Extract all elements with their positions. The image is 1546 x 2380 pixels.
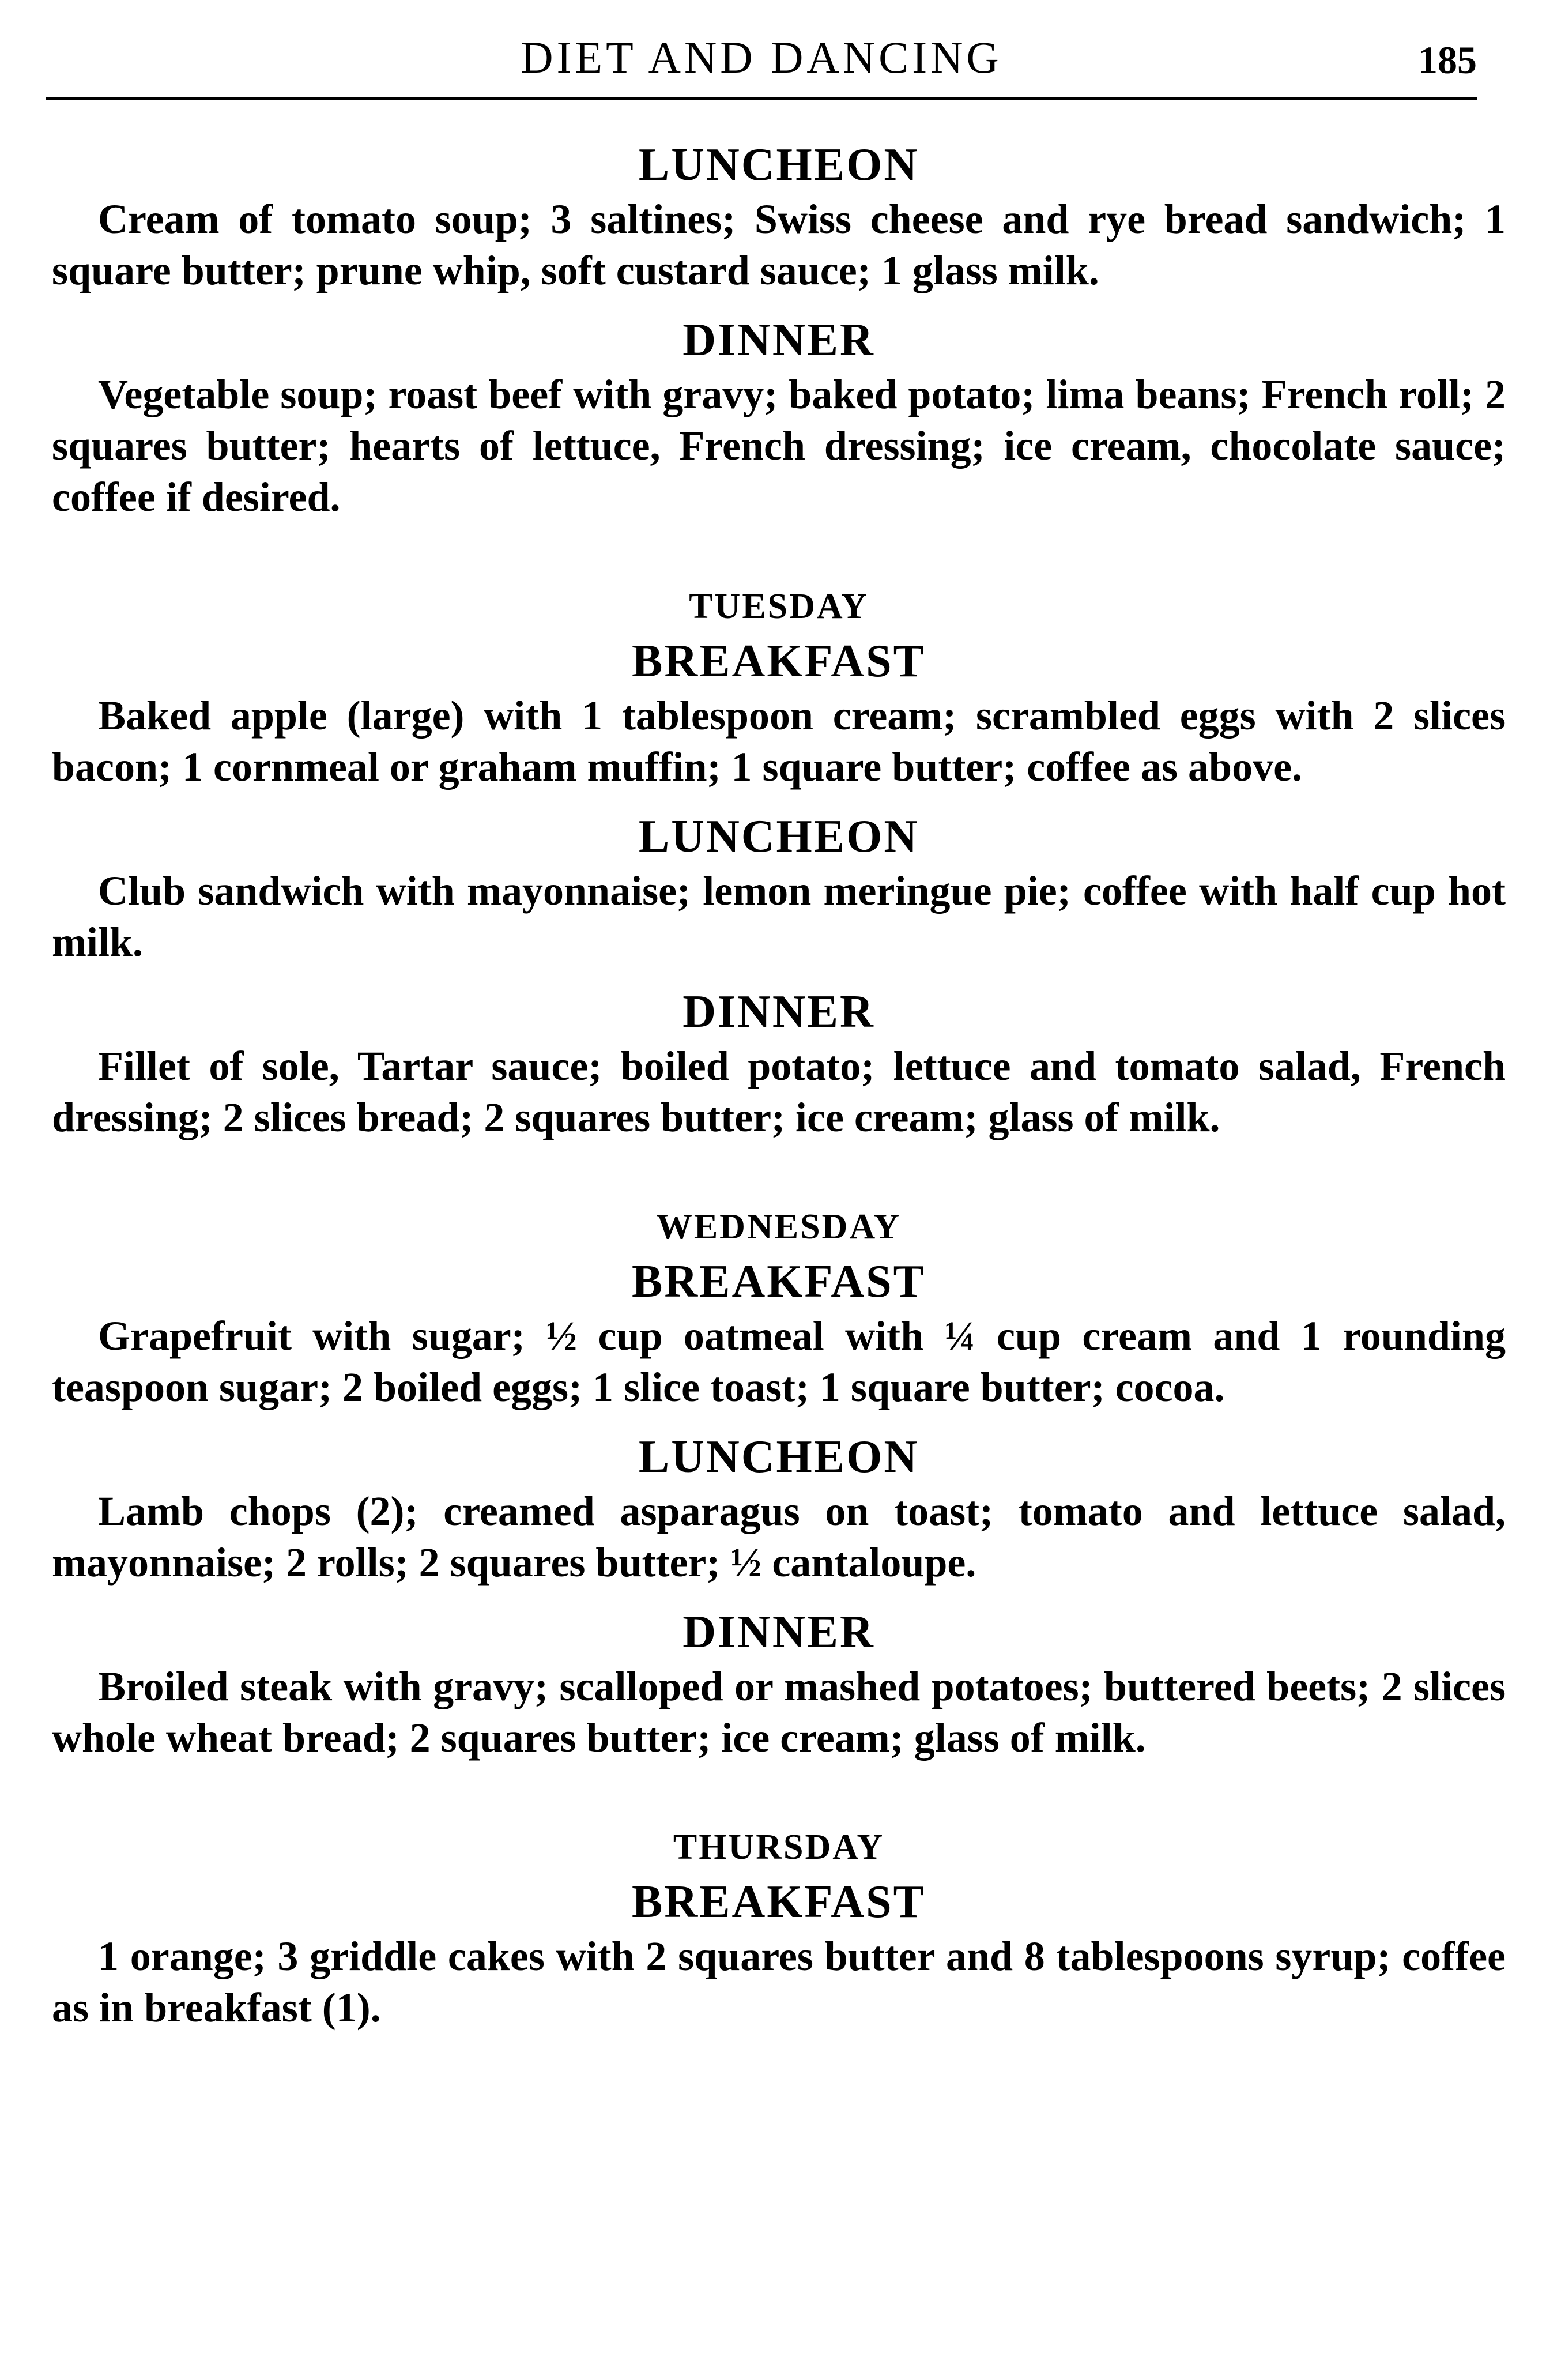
day-heading-wednesday: WEDNESDAY: [656, 1207, 902, 1247]
wednesday-section: [52, 1201, 1506, 1764]
thursday-section: [52, 1821, 1506, 2033]
menu-text: Grapefruit with sugar; ½ cup oatmeal with ¼ cup cream and 1 rounding teaspoon sugar; 2 boiled eggs; 1 slice toast; 1 square butter; cocoa.: [52, 1313, 1506, 1410]
menu-text: Cream of tomato soup; 3 saltines; Swiss cheese and rye bread sandwich; 1 square butter; prune whip, soft custard sauce; 1 glass milk.: [52, 196, 1506, 293]
meal-heading-luncheon: LUNCHEON: [638, 140, 919, 190]
menu-text: Club sandwich with mayonnaise; lemon meringue pie; coffee with half cup hot milk.: [52, 868, 1506, 965]
day-heading-thursday: THURSDAY: [673, 1828, 885, 1867]
meal-heading-dinner: DINNER: [682, 986, 875, 1037]
monday-section: [52, 136, 1506, 523]
menu-text: 1 orange; 3 griddle cakes with 2 squares butter and 8 tablespoons syrup; coffee as in breakfast (1).: [52, 1933, 1506, 2031]
menu-text: Fillet of sole, Tartar sauce; boiled potato; lettuce and tomato salad, French dressing; 2 slices bread; 2 squares butter; ice cream; glass of milk.: [52, 1043, 1506, 1140]
meal-heading-breakfast: BREAKFAST: [631, 1256, 926, 1307]
page-number: 185: [1418, 38, 1477, 82]
menu-text: Lamb chops (2); creamed asparagus on toast; tomato and lettuce salad, mayonnaise; 2 rolls; 2 squares butter; ½ cantaloupe.: [52, 1488, 1506, 1586]
menu-content: [52, 136, 1506, 2033]
meal-heading-breakfast: BREAKFAST: [631, 1877, 926, 1927]
running-head: [46, 23, 1477, 92]
meal-heading-breakfast: BREAKFAST: [631, 636, 926, 687]
meal-heading-dinner: DINNER: [682, 315, 875, 366]
running-title: DIET AND DANCING: [521, 32, 1002, 82]
menu-text: Broiled steak with gravy; scalloped or mashed potatoes; buttered beets; 2 slices whole wheat bread; 2 squares butter; ice cream; glass of milk.: [52, 1663, 1506, 1761]
tuesday-section: [52, 581, 1506, 1143]
meal-heading-luncheon: LUNCHEON: [638, 811, 919, 862]
header-rule: [46, 97, 1477, 100]
menu-text: Vegetable soup; roast beef with gravy; baked potato; lima beans; French roll; 2 squares butter; hearts of lettuce, French dressing; ice cream, chocolate sauce; coffee if desired.: [52, 371, 1506, 520]
day-heading-tuesday: TUESDAY: [689, 587, 869, 626]
menu-text: Baked apple (large) with 1 tablespoon cream; scrambled eggs with 2 slices bacon; 1 cornmeal or graham muffin; 1 square butter; coffee as above.: [52, 692, 1506, 790]
meal-heading-dinner: DINNER: [682, 1607, 875, 1658]
meal-heading-luncheon: LUNCHEON: [638, 1432, 919, 1482]
